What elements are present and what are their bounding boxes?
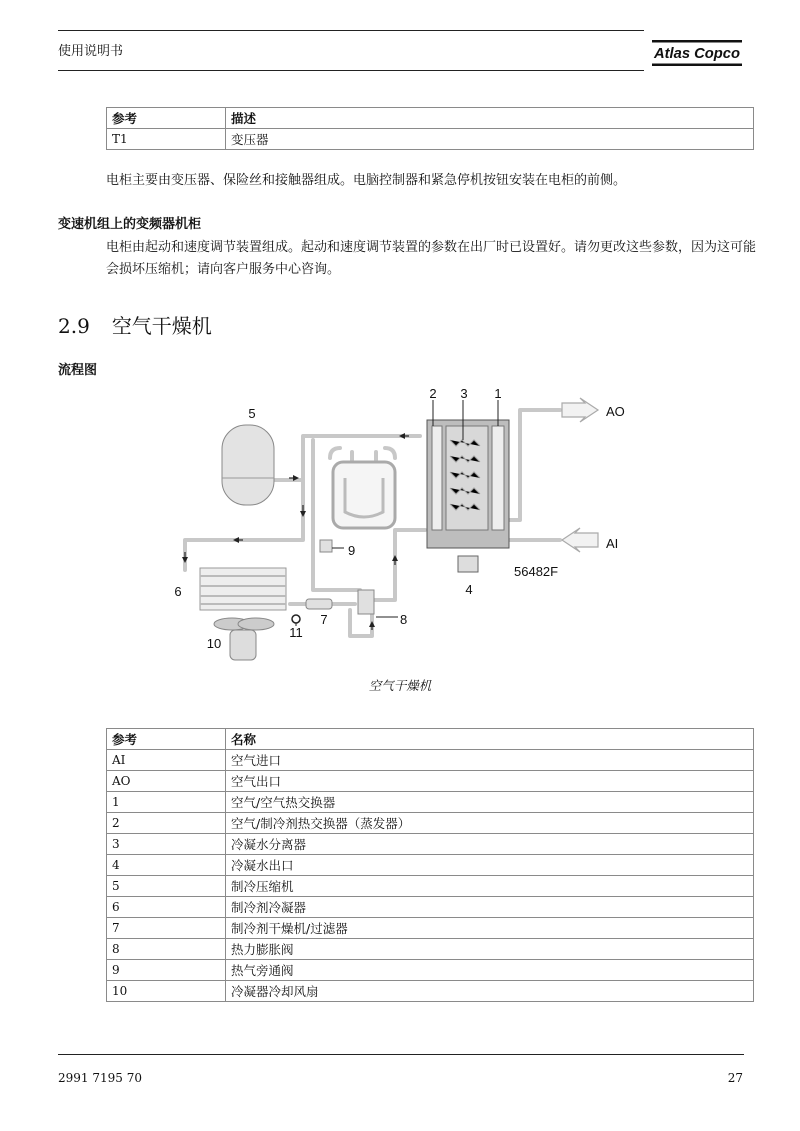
cell-name: 空气/空气热交换器 (226, 792, 754, 813)
cell-ref: 4 (107, 855, 226, 876)
cell-name: 热气旁通阀 (226, 960, 754, 981)
cell-ref: 7 (107, 918, 226, 939)
cell-ref: 10 (107, 981, 226, 1002)
table-row (107, 792, 754, 813)
cell-name: 热力膨胀阀 (226, 939, 754, 960)
cell-name: 冷凝水出口 (226, 855, 754, 876)
table-row (107, 876, 754, 897)
subheading-flowchart: 流程图 (58, 363, 98, 378)
cell-ref: 1 (107, 792, 226, 813)
column-header-ref: 参考 (107, 108, 226, 129)
drier-filter (306, 599, 332, 609)
label-ao: AO (606, 404, 625, 419)
cell-name: 冷凝器冷却风扇 (226, 981, 754, 1002)
column-header-name: 名称 (226, 729, 754, 750)
footer-page-number: 27 (727, 1071, 743, 1085)
bypass-valve (320, 540, 332, 552)
label-7: 7 (320, 612, 328, 627)
logo-text: Atlas Copco (653, 45, 740, 62)
cell-desc: 变压器 (226, 129, 754, 150)
label-2: 2 (429, 386, 437, 401)
label-ai: AI (606, 536, 619, 551)
label-9: 9 (348, 543, 356, 558)
cell-name: 空气/制冷剂热交换器（蒸发器） (226, 813, 754, 834)
cell-ref: 9 (107, 960, 226, 981)
table-row (107, 750, 754, 771)
heat-exchanger-block (427, 420, 509, 548)
paragraph-inverter: 电柜由起动和速度调节装置组成。起动和速度调节装置的参数在出厂时已设置好。请勿更改这些参数，因为这可能会损坏压缩机；请向客户服务中心咨询。 (106, 240, 757, 277)
table-header-row (107, 729, 754, 750)
condensate-drain (458, 556, 478, 572)
refrigerant-compressor (222, 425, 274, 505)
air-flow-arrows (562, 398, 598, 552)
cell-ref: 6 (107, 897, 226, 918)
table-row (107, 834, 754, 855)
table-row (107, 855, 754, 876)
label-11: 11 (289, 625, 303, 640)
refrigerant-condenser (200, 568, 286, 610)
section-number: 2.9 (58, 314, 90, 338)
table-row (107, 960, 754, 981)
table-row (107, 918, 754, 939)
cell-ref: 8 (107, 939, 226, 960)
cell-name: 制冷剂干燥机/过滤器 (226, 918, 754, 939)
cell-name: 空气进口 (226, 750, 754, 771)
table-row (107, 939, 754, 960)
label-5: 5 (248, 406, 256, 421)
sensor-11 (292, 615, 300, 623)
cell-ref: 2 (107, 813, 226, 834)
label-4: 4 (465, 582, 473, 597)
label-6: 6 (174, 584, 182, 599)
cell-name: 制冷剂冷凝器 (226, 897, 754, 918)
label-1: 1 (494, 386, 502, 401)
label-8: 8 (400, 612, 408, 627)
table-row (107, 981, 754, 1002)
reference-table-components (106, 728, 754, 1002)
table-row (107, 771, 754, 792)
condenser-fan (214, 618, 274, 660)
expansion-valve (358, 590, 374, 614)
footer-doc-number: 2991 7195 70 (58, 1071, 142, 1085)
column-header-ref: 参考 (107, 729, 226, 750)
cell-name: 空气出口 (226, 771, 754, 792)
subheading-inverter-cabinet: 变速机组上的变频器机柜 (58, 217, 202, 232)
paragraph-cabinet: 电柜主要由变压器、保险丝和接触器组成。电脑控制器和紧急停机按钮安装在电柜的前侧。 (106, 173, 627, 188)
label-10: 10 (206, 636, 222, 651)
footer-rule (58, 1054, 744, 1055)
figure-caption: 空气干燥机 (368, 678, 432, 693)
cell-name: 制冷压缩机 (226, 876, 754, 897)
label-3: 3 (460, 386, 468, 401)
hot-gas-tank (333, 462, 395, 528)
section-name: 空气干燥机 (111, 314, 212, 338)
table-row (107, 813, 754, 834)
cell-ref: 3 (107, 834, 226, 855)
column-header-desc: 描述 (226, 108, 754, 129)
cell-ref: 5 (107, 876, 226, 897)
header-title: 使用说明书 (58, 44, 124, 59)
cell-ref: T1 (107, 129, 226, 150)
diagram-code: 56482F (514, 564, 559, 579)
table-row (107, 897, 754, 918)
cell-ref: AI (107, 750, 226, 771)
cell-name: 冷凝水分离器 (226, 834, 754, 855)
cell-ref: AO (107, 771, 226, 792)
